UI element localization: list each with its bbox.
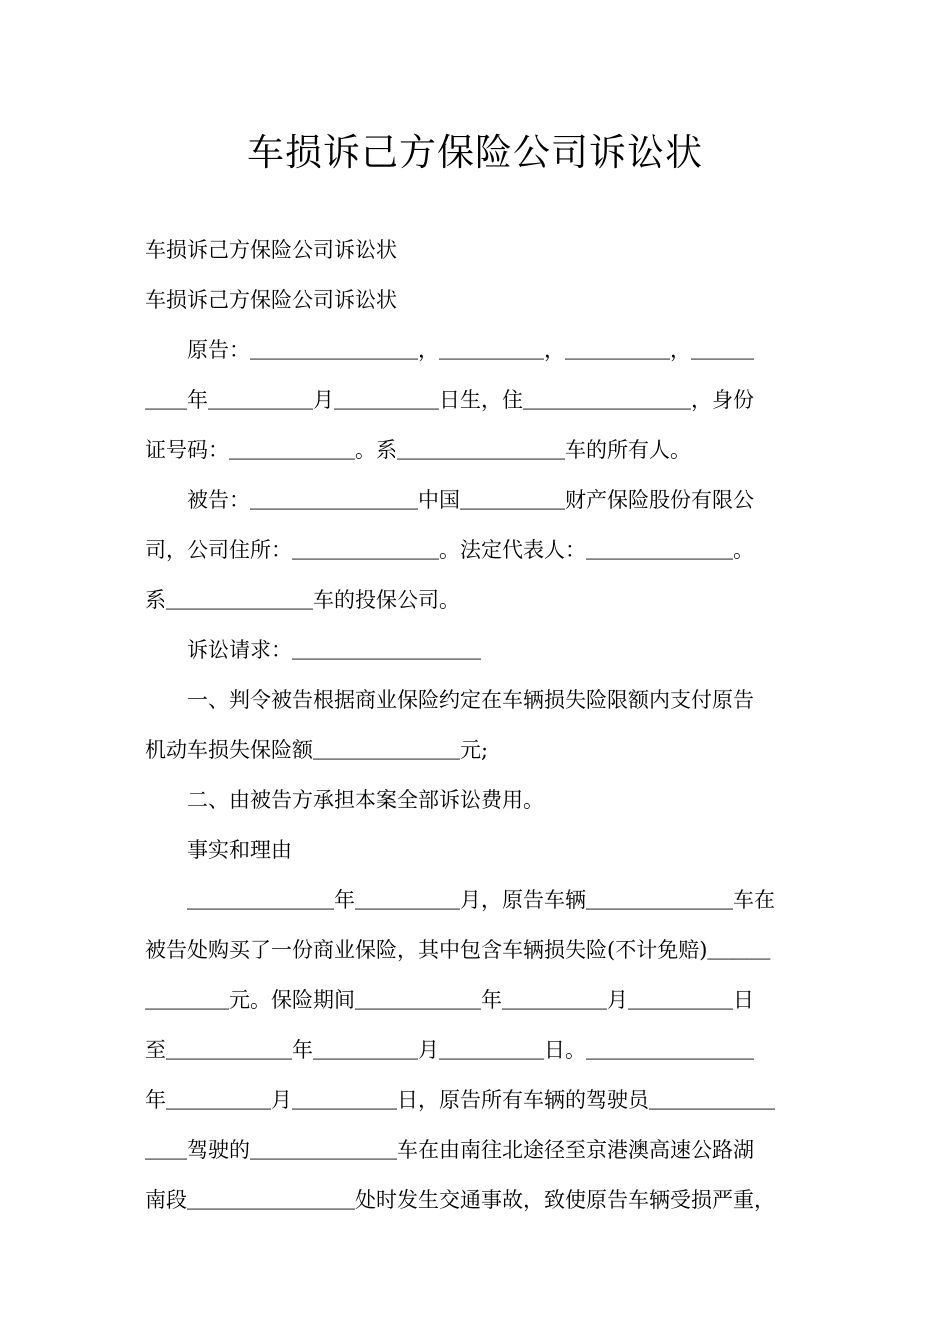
- text-line: 年＿＿＿＿＿月＿＿＿＿＿日，原告所有车辆的驾驶员＿＿＿＿＿＿: [145, 1088, 775, 1112]
- section-heading: 事实和理由: [145, 838, 292, 862]
- text-line: 机动车损失保险额＿＿＿＿＿＿＿元;: [145, 738, 489, 762]
- text-line: 诉讼请求：＿＿＿＿＿＿＿＿＿: [145, 638, 481, 662]
- text-line: ＿＿驾驶的＿＿＿＿＿＿＿车在由南往北途径至京港澳高速公路湖: [145, 1138, 754, 1162]
- text-line: 被告：＿＿＿＿＿＿＿＿中国＿＿＿＿＿财产保险股份有限公: [145, 488, 754, 512]
- text-line: ＿＿年＿＿＿＿＿月＿＿＿＿＿日生，住＿＿＿＿＿＿＿＿，身份: [145, 388, 754, 412]
- text-line: 一、判令被告根据商业保险约定在车辆损失险限额内支付原告: [145, 688, 754, 712]
- text-line: 证号码：＿＿＿＿＿＿。系＿＿＿＿＿＿＿＿车的所有人。: [145, 438, 691, 462]
- text-line: 司，公司住所：＿＿＿＿＿＿＿。法定代表人：＿＿＿＿＿＿＿。: [145, 538, 754, 562]
- text-line: 车损诉己方保险公司诉讼状: [145, 238, 397, 262]
- text-line: 原告：＿＿＿＿＿＿＿＿，＿＿＿＿＿，＿＿＿＿＿，＿＿＿: [145, 338, 754, 362]
- text-line: 被告处购买了一份商业保险，其中包含车辆损失险(不计免赔)＿＿＿: [145, 938, 771, 962]
- text-line: 二、由被告方承担本案全部诉讼费用。: [145, 788, 544, 812]
- text-line: 车损诉己方保险公司诉讼状: [145, 288, 397, 312]
- text-line: 南段＿＿＿＿＿＿＿＿处时发生交通事故，致使原告车辆受损严重，: [145, 1188, 775, 1212]
- text-line: 至＿＿＿＿＿＿年＿＿＿＿＿月＿＿＿＿＿日。＿＿＿＿＿＿＿＿: [145, 1038, 754, 1062]
- text-line: ＿＿＿＿＿＿＿年＿＿＿＿＿月，原告车辆＿＿＿＿＿＿＿车在: [145, 888, 775, 912]
- document-title: 车损诉己方保险公司诉讼状: [247, 131, 703, 174]
- text-line: 系＿＿＿＿＿＿＿车的投保公司。: [145, 588, 460, 612]
- text-line: ＿＿＿＿元。保险期间＿＿＿＿＿＿年＿＿＿＿＿月＿＿＿＿＿日: [145, 988, 754, 1012]
